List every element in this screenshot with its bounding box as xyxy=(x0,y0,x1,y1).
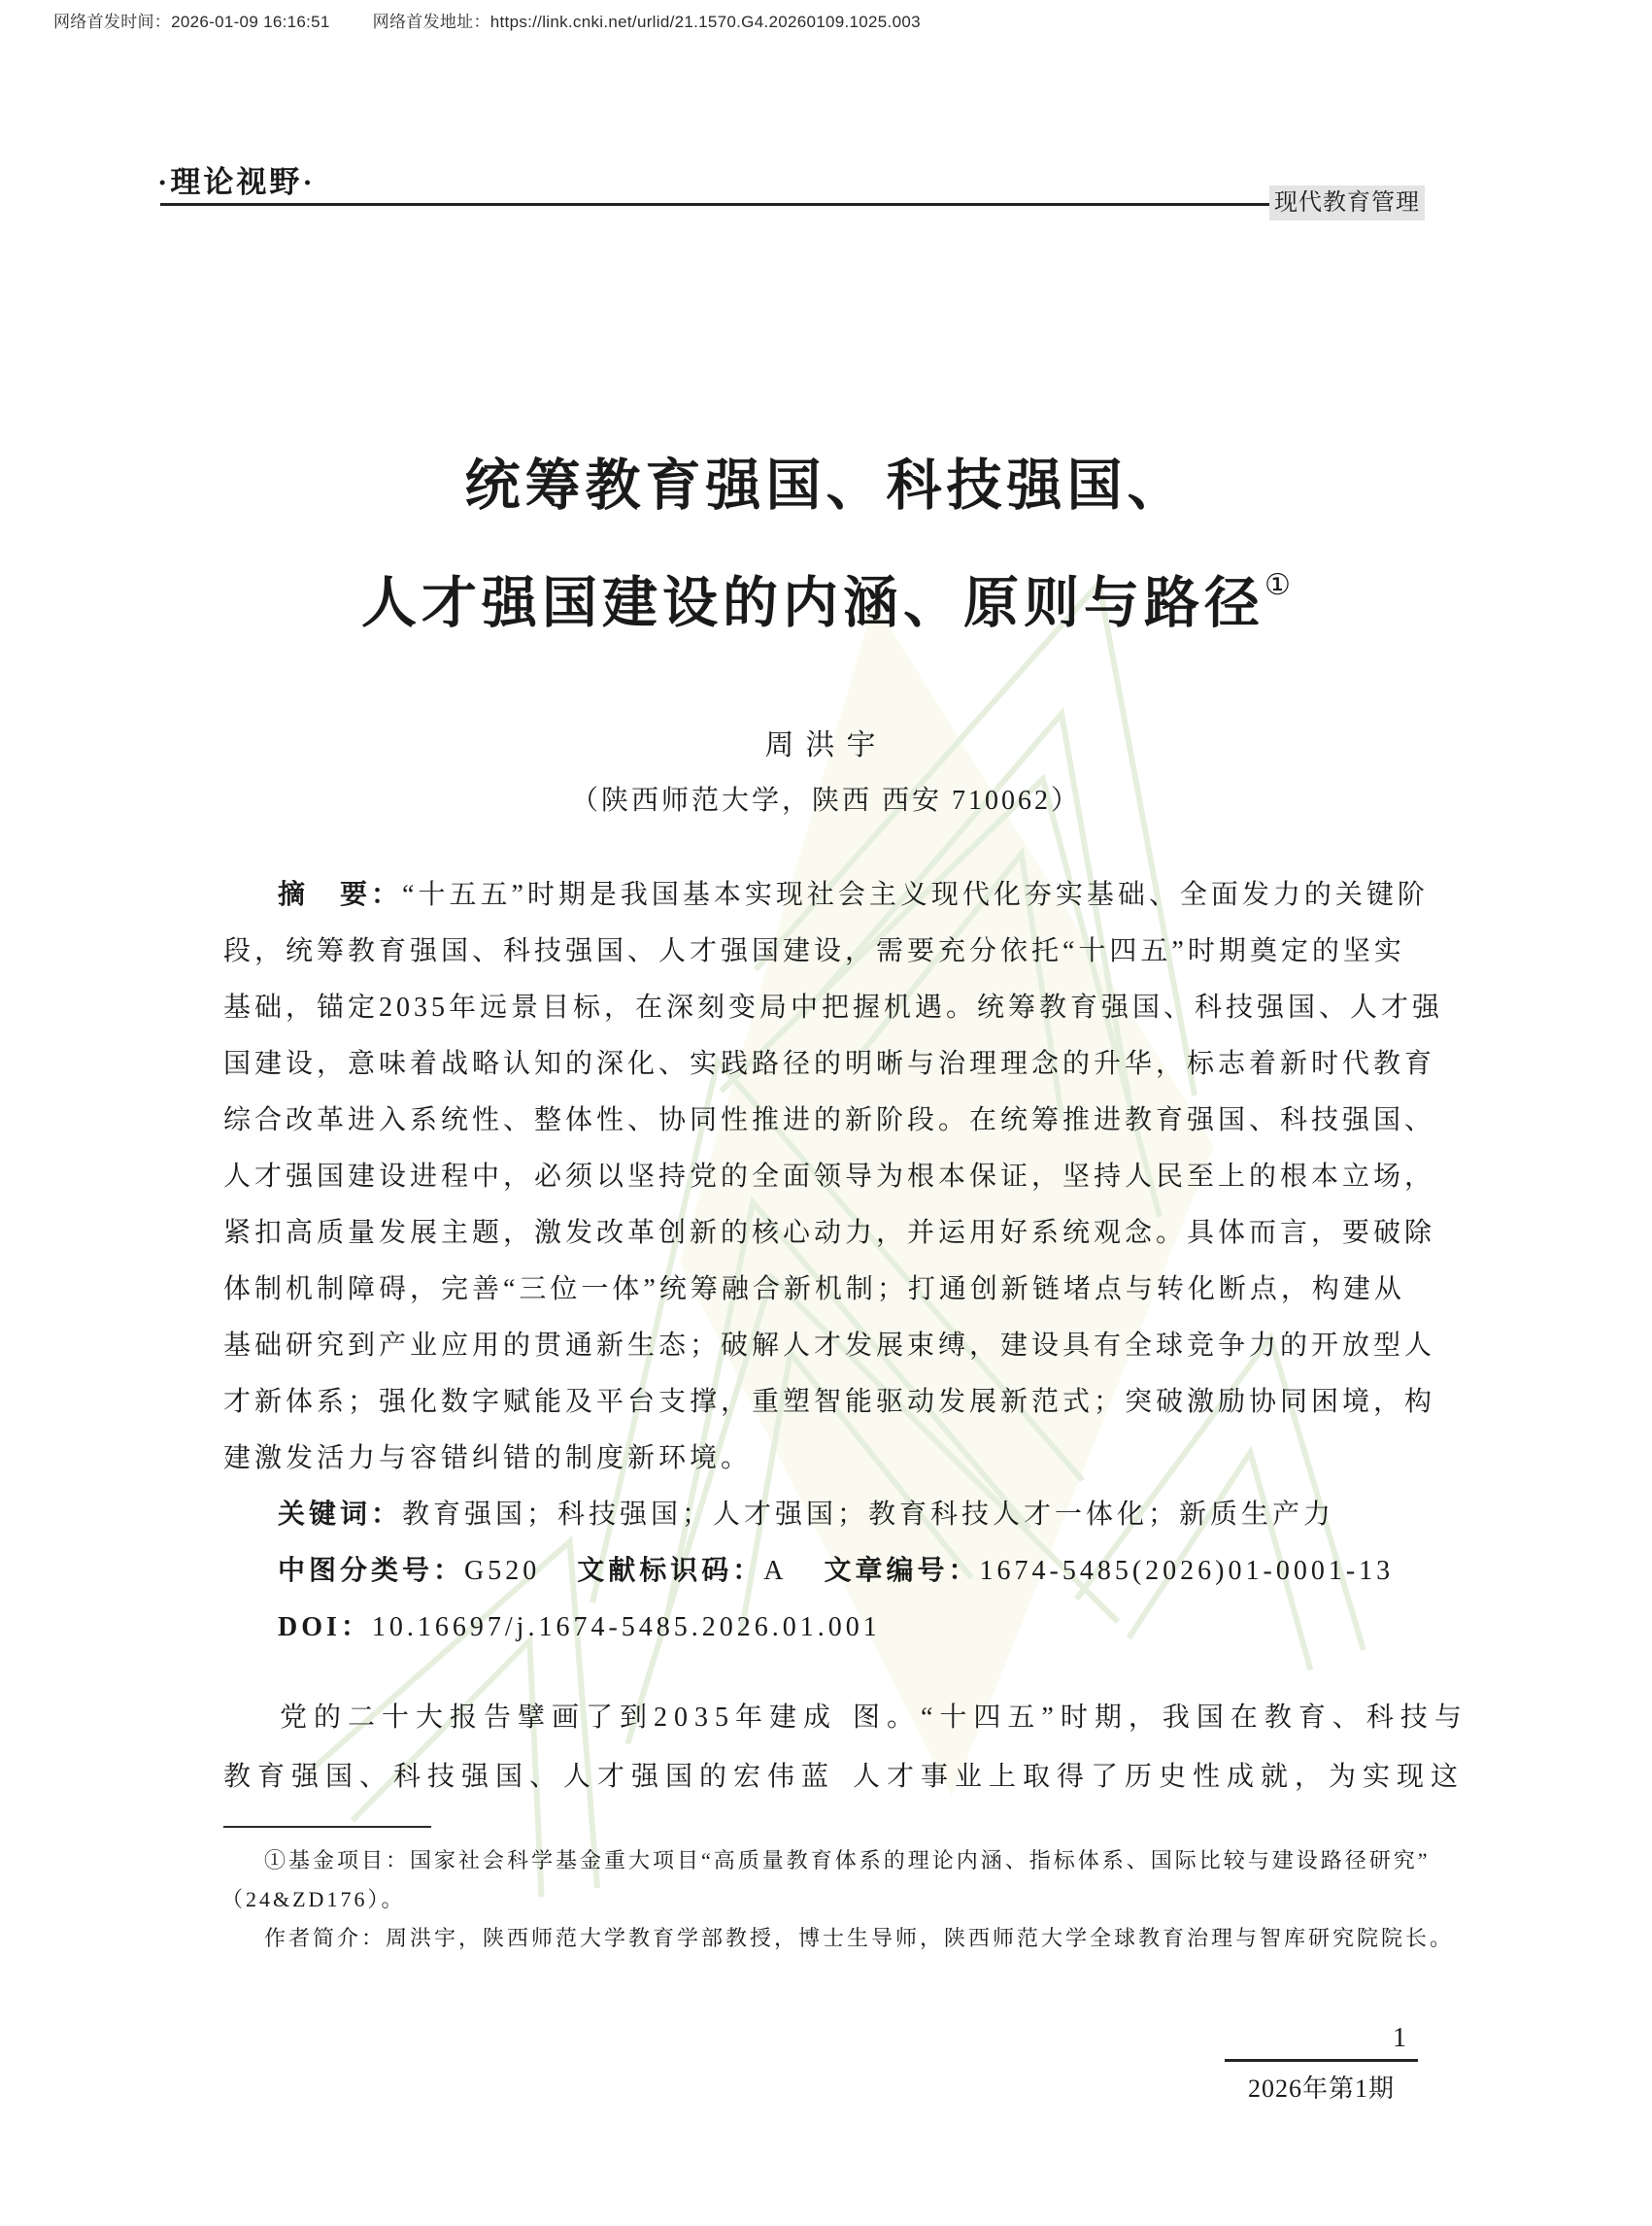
column-section-title: ·理论视野· xyxy=(157,165,316,199)
abstract-line: 综合改革进入系统性、整体性、协同性推进的新阶段。在统筹推进教育强国、科技强国、 xyxy=(223,1105,1436,1135)
abstract-line: 段，统筹教育强国、科技强国、人才强国建设，需要充分依托“十四五”时期奠定的坚实 xyxy=(223,936,1405,966)
clc-label: 中图分类号： xyxy=(278,1556,465,1586)
keywords-label: 关键词： xyxy=(278,1500,403,1530)
body-line: 图。“十四五”时期，我国在教育、科技与 xyxy=(853,1703,1468,1733)
clc-value: G520 xyxy=(464,1556,541,1586)
abstract-line xyxy=(223,867,1435,924)
abstract-text: “十五五”时期是我国基本实现社会主义现代化夯实基础、全面发力的关键阶 xyxy=(402,880,1429,910)
body-column-right xyxy=(853,1688,1468,1806)
author-name: 周洪宇 xyxy=(764,729,888,761)
classification-line xyxy=(223,1543,1435,1600)
header-rule xyxy=(160,203,1269,206)
article-id-value: 1674-5485(2026)01-0001-13 xyxy=(979,1556,1395,1586)
journal-name-badge: 现代教育管理 xyxy=(1269,186,1425,220)
doi-label: DOI： xyxy=(278,1612,372,1642)
doc-code-label: 文献标识码： xyxy=(577,1556,764,1586)
footer-rule xyxy=(1225,2059,1418,2062)
body-column-left xyxy=(223,1688,838,1806)
article-title-line2-text: 人才强国建设的内涵、原则与路径 xyxy=(361,573,1265,634)
abstract-label: 摘 要： xyxy=(278,880,403,910)
publish-url-label: 网络首发地址： xyxy=(372,13,490,31)
abstract-line: 基础研究到产业应用的贯通新生态；破解人才发展束缚，建设具有全球竞争力的开放型人 xyxy=(223,1331,1436,1361)
body-line: 人才事业上取得了历史性成就，为实现这 xyxy=(853,1762,1466,1792)
footnote-line: （24&ZD176）。 xyxy=(221,1887,406,1911)
publish-time-value: 2026-01-09 16:16:51 xyxy=(171,13,330,31)
abstract-line: 人才强国建设进程中，必须以坚持党的全面领导为根本保证，坚持人民至上的根本立场， xyxy=(223,1162,1436,1192)
footnote-line: 作者简介：周洪宇，陕西师范大学教育学部教授，博士生导师，陕西师范大学全球教育治理与智库研究院院长。 xyxy=(264,1926,1455,1950)
publish-time-label: 网络首发时间： xyxy=(53,13,172,31)
keywords-text: 教育强国；科技强国；人才强国；教育科技人才一体化；新质生产力 xyxy=(402,1500,1335,1530)
abstract-line: 体制机制障碍，完善“三位一体”统筹融合新机制；打通创新链堵点与转化断点，构建从 xyxy=(223,1274,1405,1304)
body-line: 教育强国、科技强国、人才强国的宏伟蓝 xyxy=(223,1762,836,1792)
front-matter xyxy=(223,867,1444,1656)
body-line: 党的二十大报告擘画了到2035年建成 xyxy=(280,1703,838,1733)
abstract-line: 紧扣高质量发展主题，激发改革创新的核心动力，并运用好系统观念。具体而言，要破除 xyxy=(223,1218,1436,1248)
author-affiliation: （陕西师范大学，陕西 西安 710062） xyxy=(570,786,1081,816)
page-number: 1 xyxy=(1393,2023,1406,2053)
title-footnote-marker: ① xyxy=(1264,569,1291,601)
online-first-metadata xyxy=(53,8,921,32)
publish-url-value: https://link.cnki.net/urlid/21.1570.G4.20260109.1025.003 xyxy=(489,13,921,31)
abstract-line: 国建设，意味着战略认知的深化、实践路径的明晰与治理理念的升华，标志着新时代教育 xyxy=(223,1049,1436,1079)
doi-line xyxy=(223,1600,1435,1656)
article-title-line2 xyxy=(0,536,1652,654)
abstract-line: 才新体系；强化数字赋能及平台支撑，重塑智能驱动发展新范式；突破激励协同困境，构 xyxy=(223,1387,1436,1417)
footnote xyxy=(221,1841,1455,1958)
article-id-label: 文章编号： xyxy=(824,1556,980,1586)
abstract-line: 建激发活力与容错纠错的制度新环境。 xyxy=(223,1443,753,1473)
footnote-line: ①基金项目：国家社会科学基金重大项目“高质量教育体系的理论内涵、指标体系、国际比较与建设路径研究” xyxy=(264,1848,1431,1872)
doi-value: 10.16697/j.1674-5485.2026.01.001 xyxy=(371,1612,881,1642)
doc-code-value: A xyxy=(763,1556,788,1586)
footnote-separator xyxy=(223,1826,431,1828)
journal-issue: 2026年第1期 xyxy=(1247,2074,1395,2103)
keywords-line xyxy=(223,1487,1435,1543)
abstract-line: 基础，锚定2035年远景目标，在深刻变局中把握机遇。统筹教育强国、科技强国、人才强 xyxy=(223,993,1444,1023)
article-title xyxy=(0,437,1652,654)
article-title-line1: 统筹教育强国、科技强国、 xyxy=(464,455,1188,517)
